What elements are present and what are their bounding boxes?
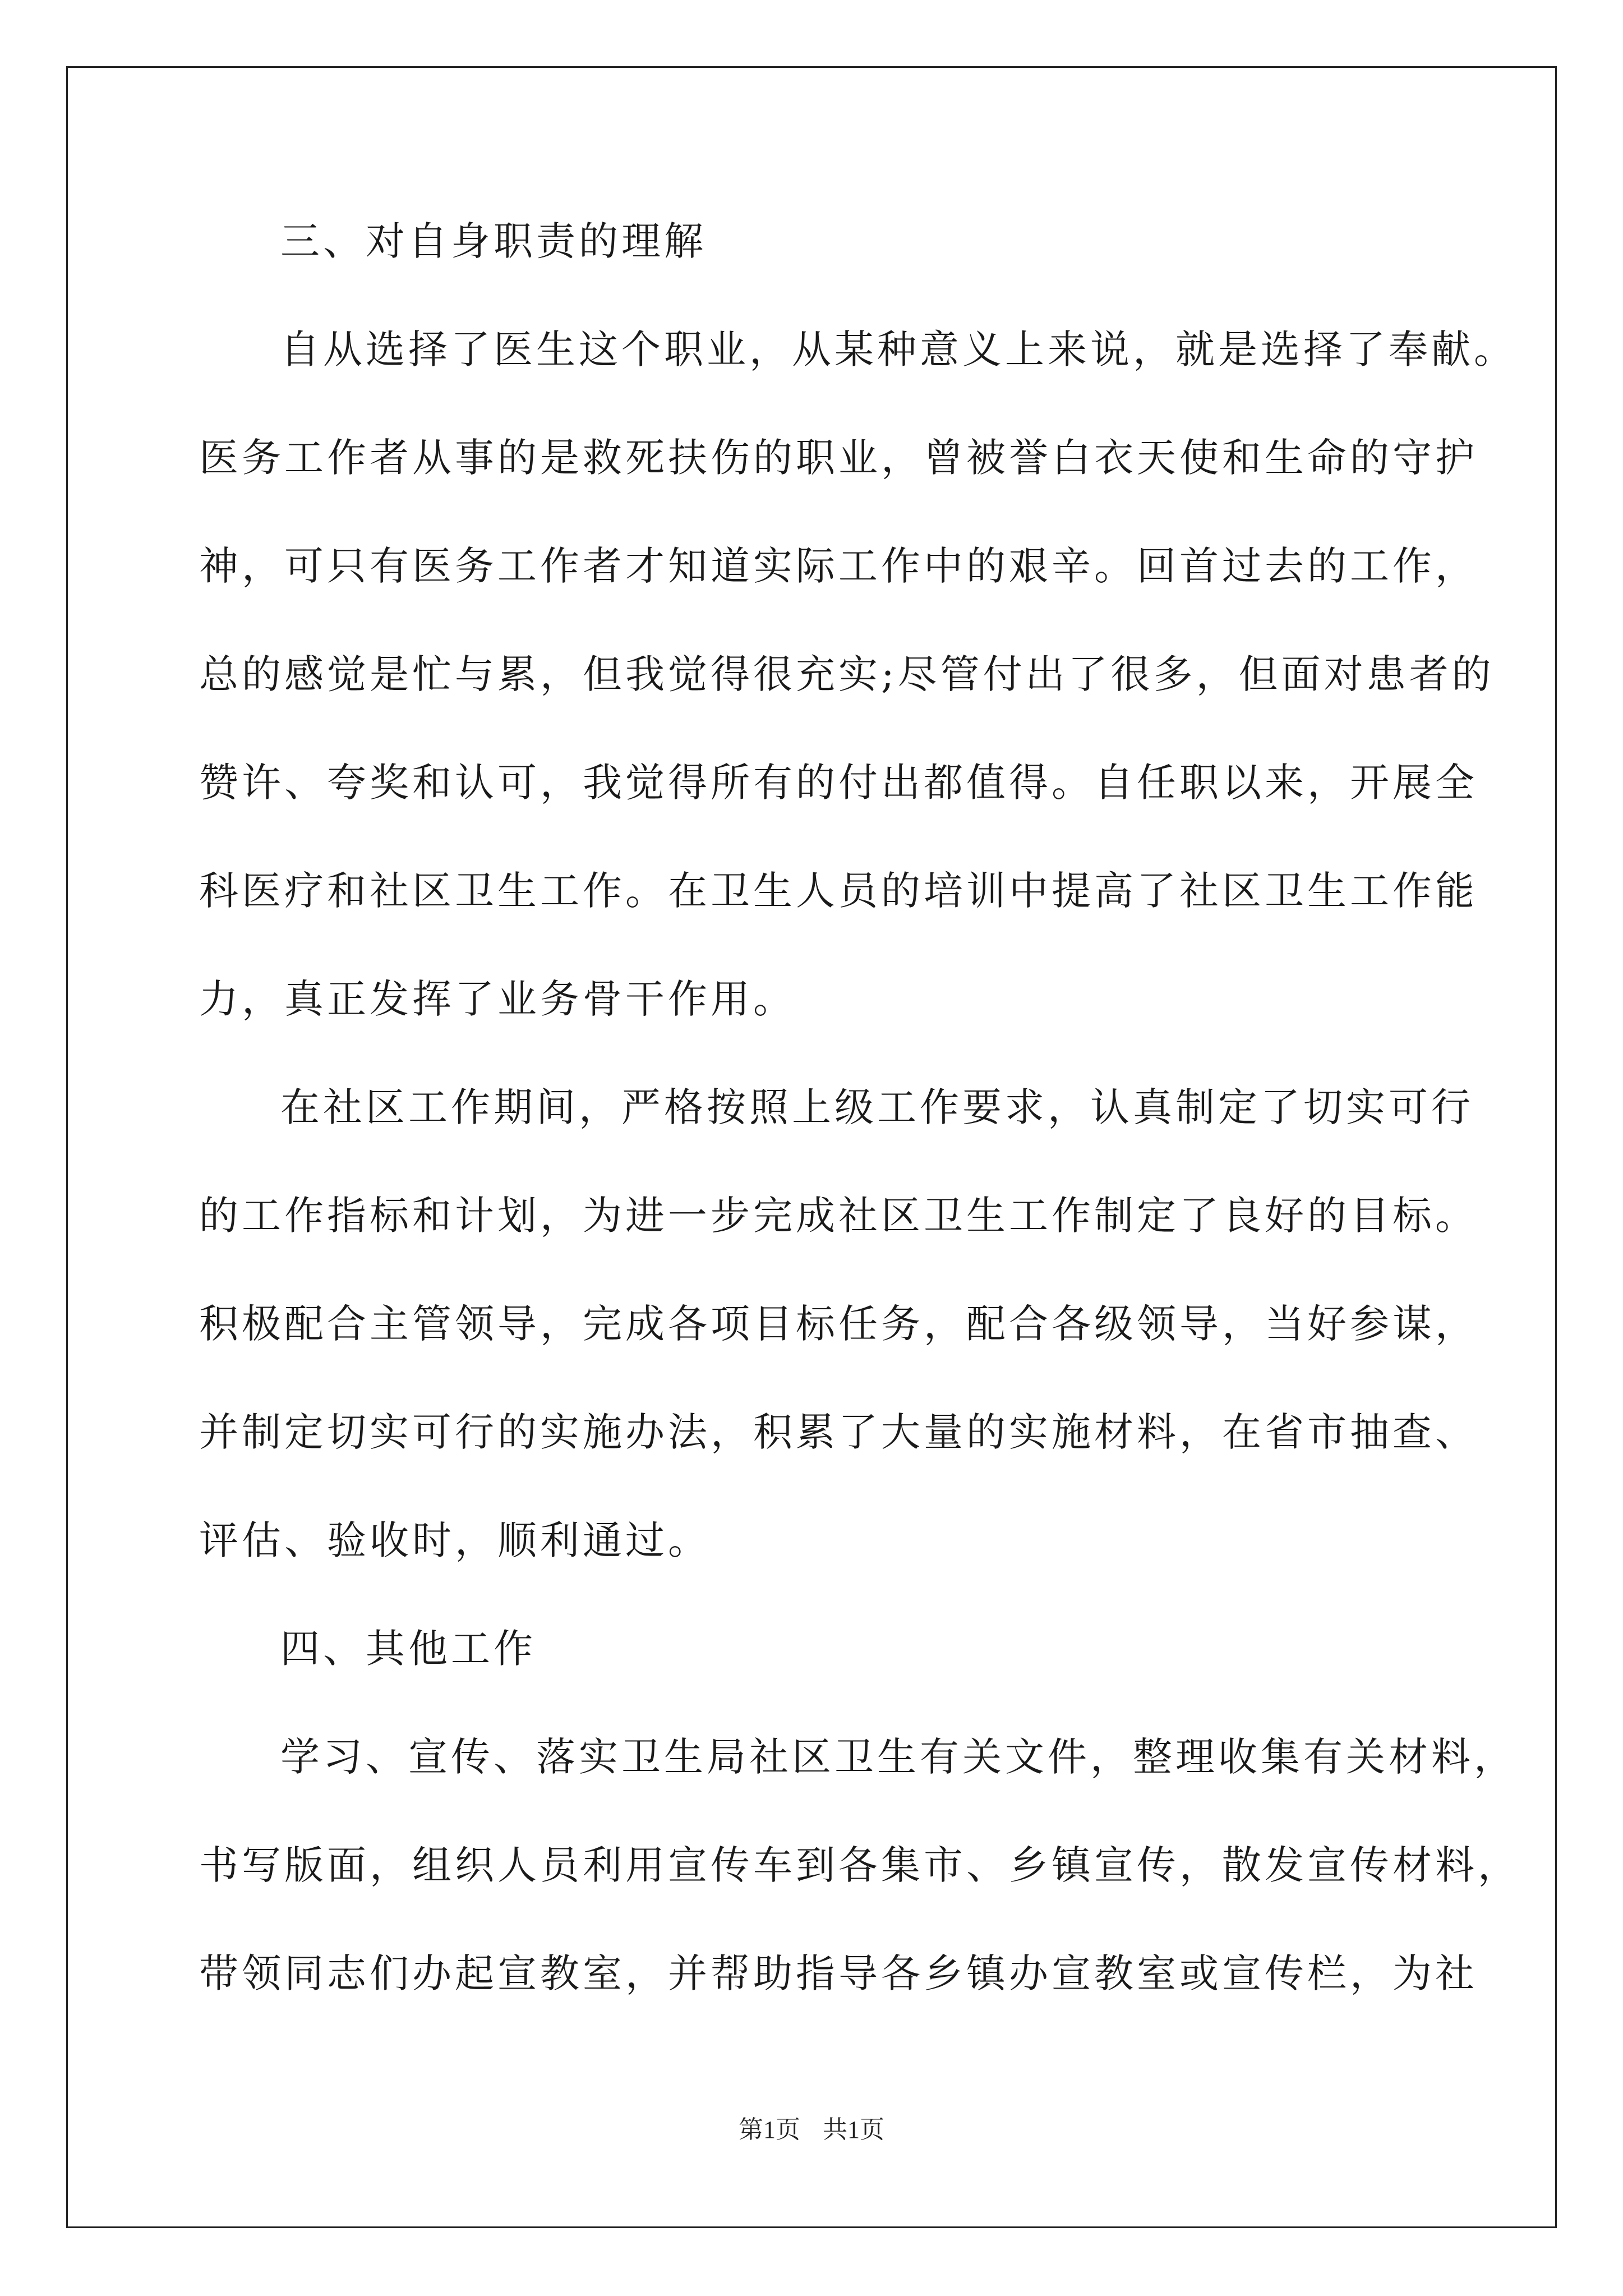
page-number-current: 第1页 (739, 2116, 800, 2143)
text-line: 评估、验收时，顺利通过。 (199, 1517, 711, 1563)
page-footer (0, 2109, 1623, 2145)
text-line: 积极配合主管领导，完成各项目标任务，配合各级领导，当好参谋， (199, 1301, 1478, 1347)
text-line: 总的感觉是忙与累，但我觉得很充实;尽管付出了很多，但面对患者的 (199, 651, 1495, 697)
text-line: 学习、宣传、落实卫生局社区卫生有关文件，整理收集有关材料， (280, 1734, 1516, 1780)
text-line: 赞许、夸奖和认可，我觉得所有的付出都值得。自任职以来，开展全 (199, 760, 1478, 806)
text-line: 在社区工作期间，严格按照上级工作要求，认真制定了切实可行 (280, 1084, 1474, 1130)
page-number-total: 共1页 (823, 2116, 884, 2143)
document-body (199, 213, 1520, 2054)
text-line: 并制定切实可行的实施办法，积累了大量的实施材料，在省市抽查、 (199, 1409, 1478, 1455)
text-line: 神，可只有医务工作者才知道实际工作中的艰辛。回首过去的工作， (199, 543, 1478, 589)
text-line: 四、其他工作 (280, 1626, 536, 1672)
text-line: 力，真正发挥了业务骨干作用。 (199, 976, 796, 1022)
text-line: 自从选择了医生这个职业，从某种意义上来说，就是选择了奉献。 (280, 326, 1516, 372)
text-line: 科医疗和社区卫生工作。在卫生人员的培训中提高了社区卫生工作能 (199, 868, 1478, 914)
text-line: 书写版面，组织人员利用宣传车到各集市、乡镇宣传，散发宣传材料， (199, 1842, 1520, 1888)
text-line: 三、对自身职责的理解 (280, 218, 707, 264)
text-line: 带领同志们办起宣教室，并帮助指导各乡镇办宣教室或宣传栏，为社 (199, 1950, 1478, 1996)
text-line: 医务工作者从事的是救死扶伤的职业，曾被誉白衣天使和生命的守护 (199, 435, 1478, 481)
text-line: 的工作指标和计划，为进一步完成社区卫生工作制定了良好的目标。 (199, 1193, 1478, 1239)
